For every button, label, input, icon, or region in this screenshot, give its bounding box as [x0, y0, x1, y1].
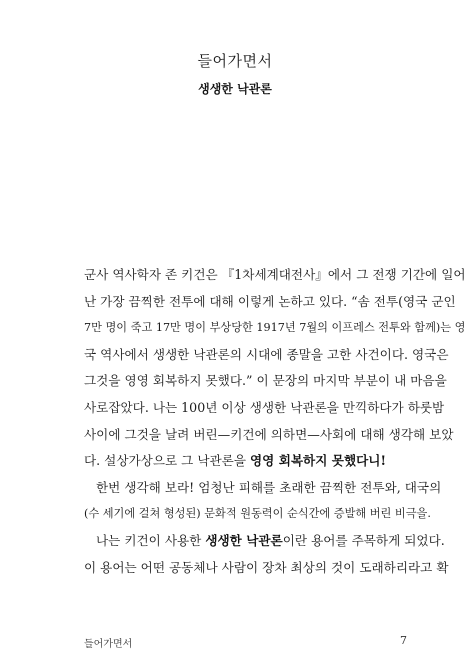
paragraph-line: 그것을 영영 회복하지 못했다.” 이 문장의 마지막 부분이 내 마음을	[84, 373, 447, 389]
paragraph-line: 사로잡았다. 나는 100년 이상 생생한 낙관론을 만끽하다가 하룻밤	[84, 399, 445, 415]
line-text: 이란 용어를 주목하게 되었다.	[282, 532, 445, 548]
running-footer: 들어가면서	[84, 639, 133, 650]
line-text: 다. 설상가상으로 그 낙관론을	[84, 453, 251, 469]
chapter-subtitle: 생생한 낙관론	[198, 82, 272, 96]
body-text	[84, 262, 466, 581]
page-number: 7	[400, 634, 407, 647]
paragraph-line: 군사 역사학자 존 키건은 『1차세계대전사』에서 그 전쟁 기간에 일어	[84, 267, 466, 282]
paragraph-line: (수 세기에 걸쳐 형성된) 문화적 원동력이 순식간에 증발해 버린 비극을.	[84, 507, 431, 521]
paragraph-line	[84, 448, 414, 475]
paragraph-line: 국 역사에서 생생한 낙관론의 시대에 종말을 고한 사건이다. 영국은	[84, 346, 449, 362]
paragraph-line: 한번 생각해 보라! 엄청난 피해를 초래한 끔찍한 전투와, 대국의	[96, 479, 442, 495]
line-text: 나는 키건이 사용한	[96, 532, 206, 548]
paragraph-line: 7만 명이 죽고 17만 명이 부상당한 1917년 7월의 이프레스 전투와 함께)는 영	[84, 321, 466, 335]
paragraph-line: 이 용어는 어떤 공동체나 사람이 장차 최상의 것이 도래하리라고 확	[84, 559, 449, 575]
paragraph-line	[84, 528, 445, 555]
emphasis-text: 영영 회복하지 못했다니!	[250, 453, 386, 469]
paragraph-line: 사이에 그것을 날려 버린—키건에 의하면—사회에 대해 생각해 보았	[84, 426, 454, 442]
emphasis-text: 생생한 낙관론	[205, 532, 283, 548]
paragraph-line: 난 가장 끔찍한 전투에 대해 이렇게 논하고 있다. “솜 전투(영국 군인	[84, 293, 456, 309]
chapter-title: 들어가면서	[197, 52, 273, 70]
